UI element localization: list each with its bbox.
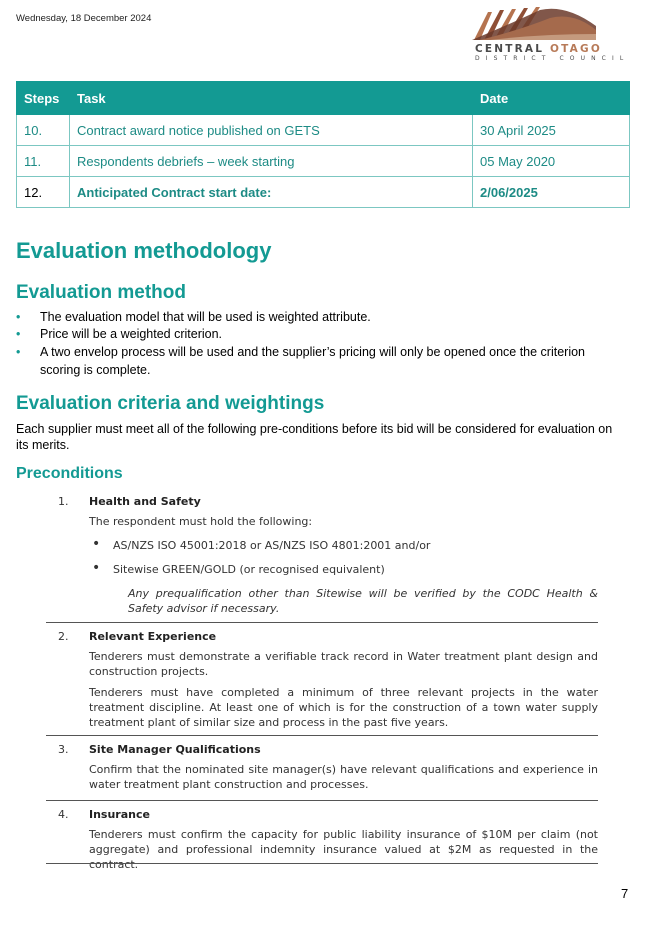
section-title-evaluation-methodology: Evaluation methodology [16, 238, 272, 263]
step-cell: 11. [17, 146, 70, 177]
bullet-icon: • [92, 560, 101, 576]
header-date: Wednesday, 18 December 2024 [16, 13, 152, 24]
mountains-logo-icon [470, 4, 600, 42]
precondition-note: Any prequalification other than Sitewise will be verified by the CODC Health & Safety advisor if necessary. [128, 587, 598, 615]
precondition-title: Health and Safety [89, 495, 201, 508]
bullet-icon: • [92, 536, 101, 552]
sub-list-item [89, 562, 598, 577]
sub-list-text: AS/NZS ISO 45001:2018 or AS/NZS ISO 4801:2001 and/or [113, 539, 431, 552]
precondition-title: Insurance [89, 808, 150, 821]
precondition-paragraph: Tenderers must have completed a minimum of three relevant projects in the water treatment discipline. At least one of which is for the construction of a town water supply treatment plant of similar size and process in the past five years. [89, 686, 598, 729]
logo-word-central: CENTRAL [475, 43, 545, 55]
steps-table [16, 81, 630, 208]
bullet-icon: • [16, 327, 21, 341]
logo-word-otago: OTAGO [550, 43, 602, 55]
list-item [16, 343, 616, 379]
precondition-paragraph: Tenderers must confirm the capacity for public liability insurance of $10M per claim (not aggregate) and professional indemnity insurance valued at $2M as requested in the contract. [89, 828, 598, 871]
header-date: Date [473, 82, 630, 115]
precondition-title: Relevant Experience [89, 630, 217, 643]
divider [46, 863, 598, 864]
step-cell: 12. [17, 177, 70, 208]
precondition-title: Site Manager Qualifications [89, 743, 261, 756]
council-logo [470, 4, 630, 62]
table-header-row [17, 82, 630, 115]
step-cell: 10. [17, 115, 70, 146]
bullet-icon: • [16, 345, 21, 359]
bullet-icon: • [16, 310, 21, 324]
precondition-item [46, 494, 598, 622]
task-cell: Respondents debriefs – week starting [70, 146, 473, 177]
header-steps: Steps [17, 82, 70, 115]
precondition-item [46, 742, 598, 798]
page-number: 7 [621, 886, 629, 901]
precondition-item [46, 629, 598, 736]
list-item-text: Price will be a weighted criterion. [40, 327, 223, 341]
header-task: Task [70, 82, 473, 115]
precondition-paragraph: Tenderers must demonstrate a verifiable track record in Water treatment plant design and construction projects. [89, 650, 598, 678]
table-row [17, 146, 630, 177]
precondition-paragraph: Confirm that the nominated site manager(s) have relevant qualifications and experience in water treatment plant construction and processes. [89, 763, 598, 791]
logo-wordmark [475, 43, 602, 55]
logo-subtitle: DISTRICT COUNCIL [475, 55, 630, 62]
sub-list-item [89, 538, 598, 553]
divider [46, 800, 598, 801]
divider [46, 622, 598, 623]
heading-evaluation-method: Evaluation method [16, 282, 186, 303]
precondition-number: 3. [58, 743, 69, 756]
list-item-text: The evaluation model that will be used is weighted attribute. [40, 310, 371, 324]
heading-evaluation-criteria: Evaluation criteria and weightings [16, 393, 325, 414]
precondition-number: 2. [58, 630, 69, 643]
date-cell: 2/06/2025 [473, 177, 630, 208]
task-cell: Anticipated Contract start date: [70, 177, 473, 208]
heading-preconditions: Preconditions [16, 465, 123, 482]
table-row [17, 115, 630, 146]
date-cell: 05 May 2020 [473, 146, 630, 177]
list-item [16, 326, 616, 343]
sub-list-text: Sitewise GREEN/GOLD (or recognised equivalent) [113, 563, 385, 576]
task-cell: Contract award notice published on GETS [70, 115, 473, 146]
precondition-number: 1. [58, 495, 69, 508]
precondition-item [46, 807, 598, 878]
date-cell: 30 April 2025 [473, 115, 630, 146]
evaluation-method-list [16, 309, 616, 379]
divider [46, 735, 598, 736]
criteria-paragraph: Each supplier must meet all of the following pre-conditions before its bid will be considered for evaluation on its merits. [16, 422, 613, 452]
table-row [17, 177, 630, 208]
list-item [16, 309, 616, 326]
precondition-intro: The respondent must hold the following: [89, 515, 313, 528]
precondition-number: 4. [58, 808, 69, 821]
list-item-text: A two envelop process will be used and the supplier’s pricing will only be opened once the criterion scoring is complete. [40, 345, 586, 377]
